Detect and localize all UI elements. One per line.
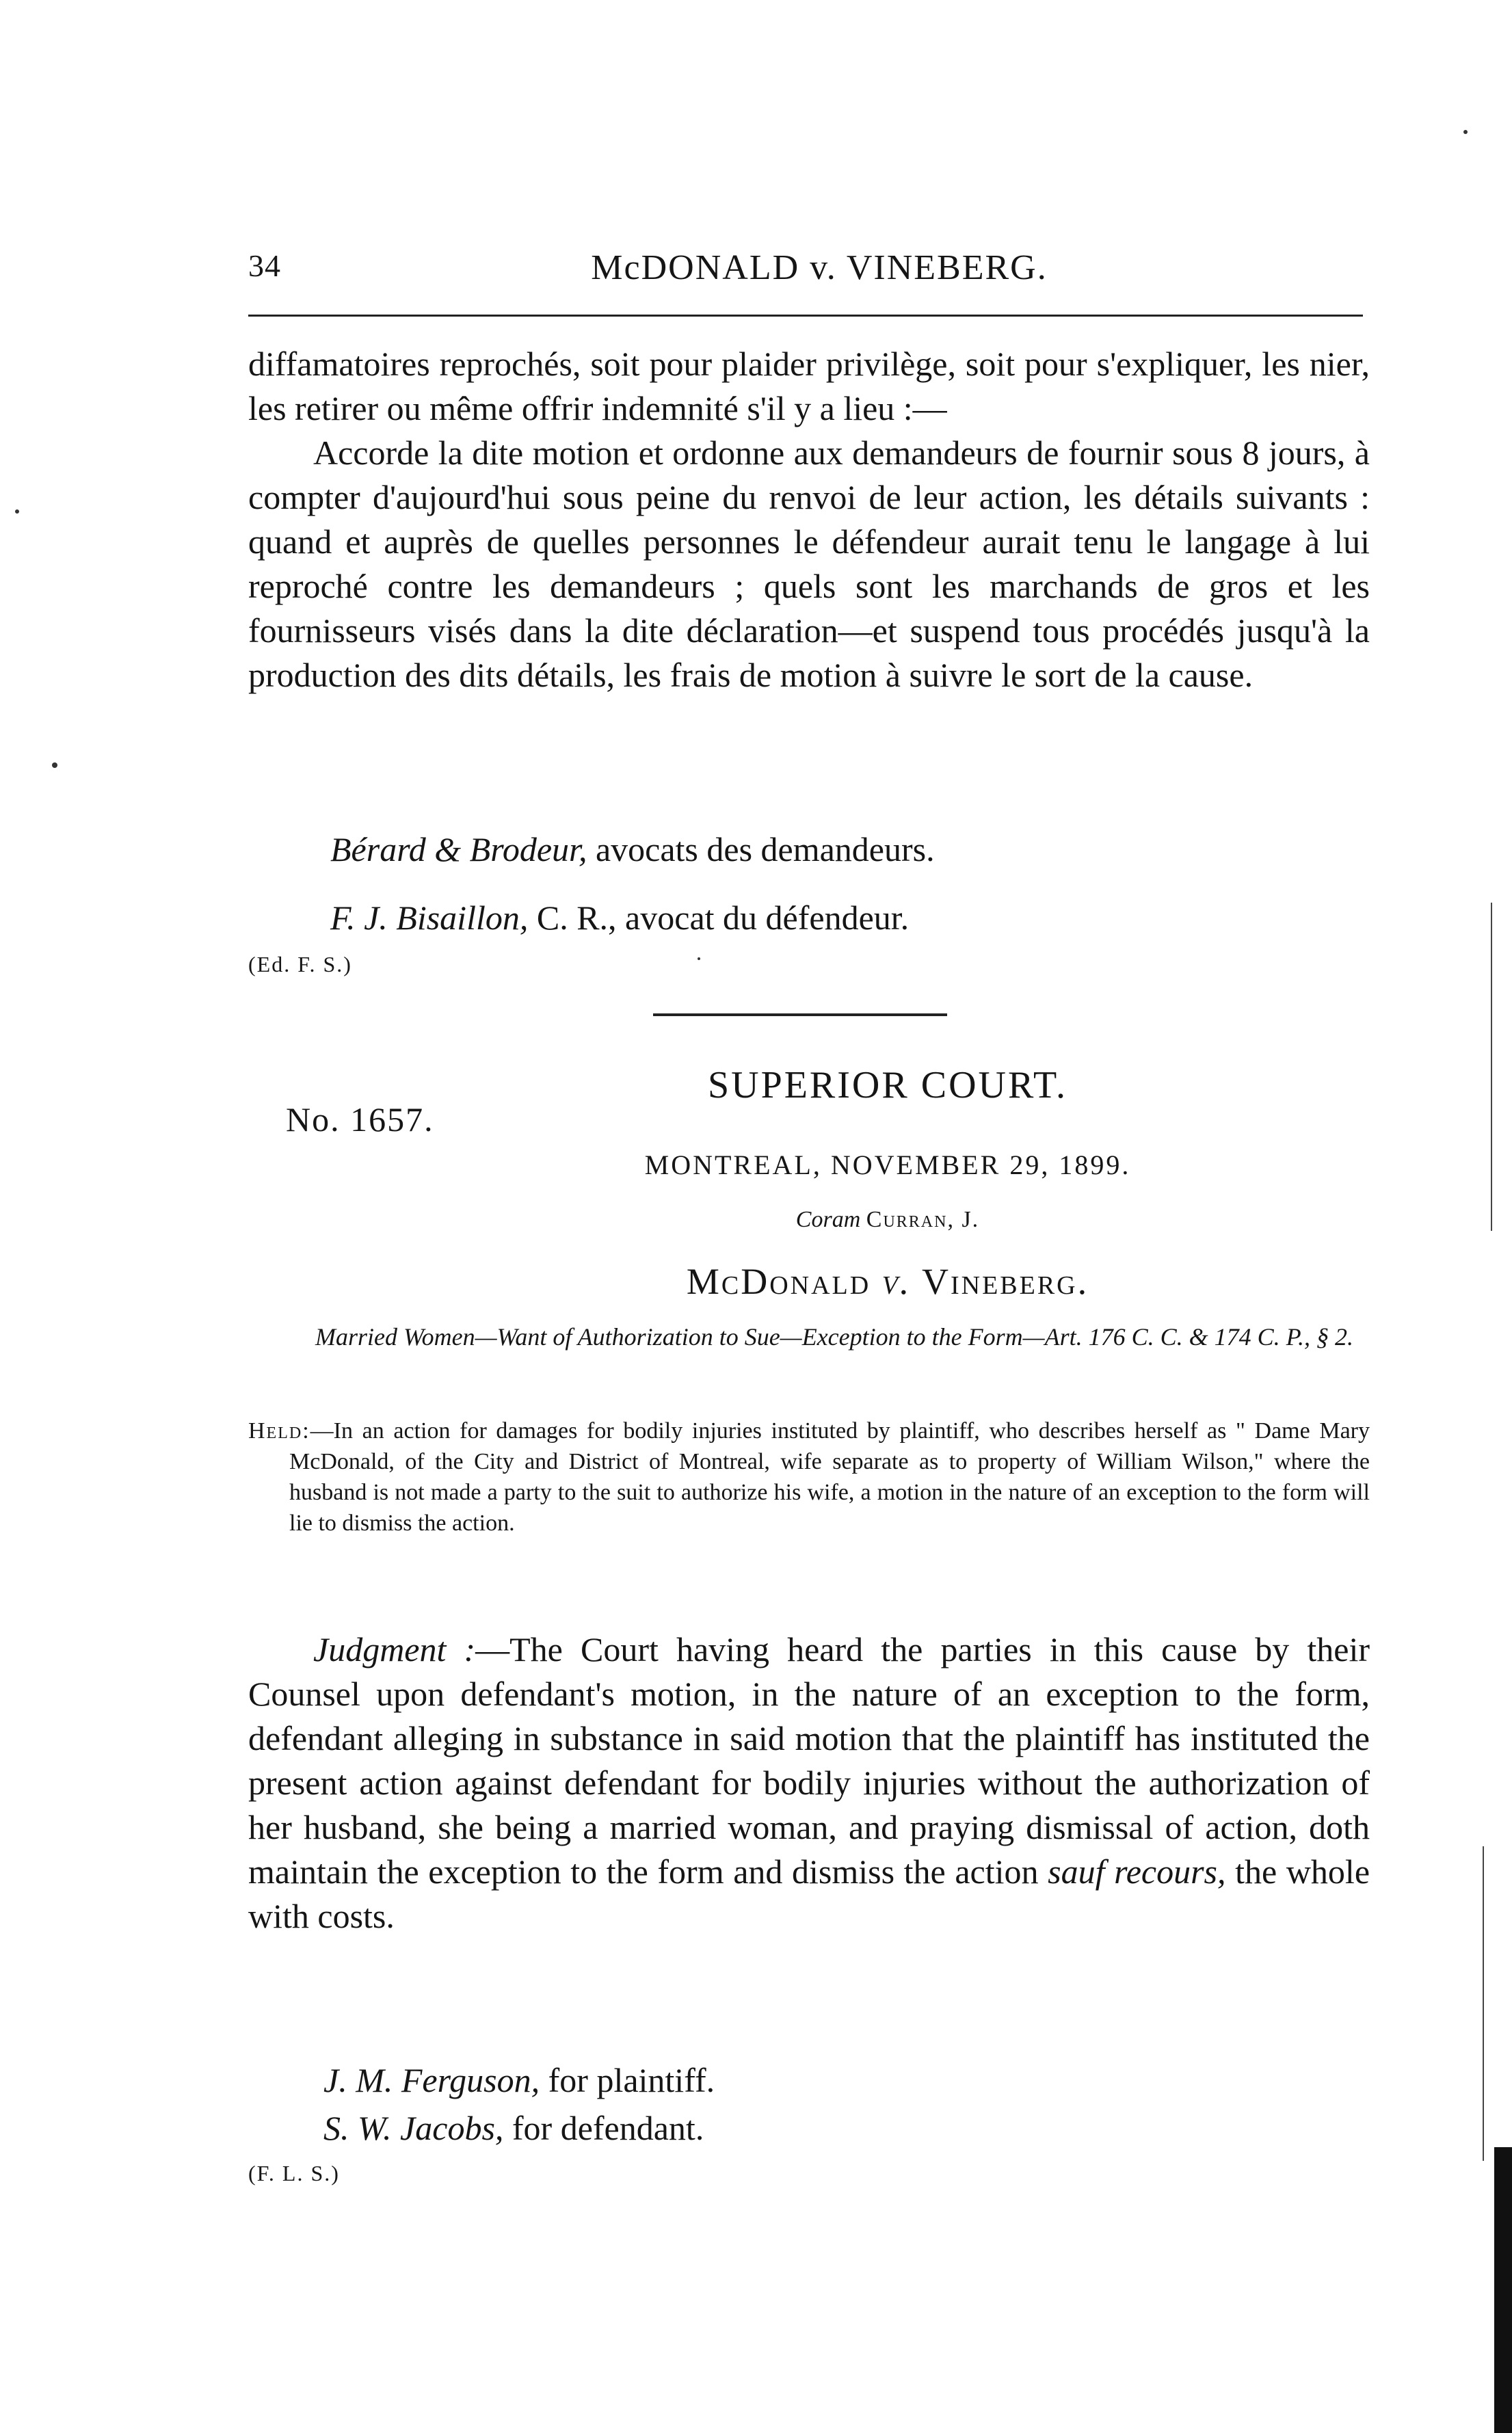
page-number: 34 [248, 248, 281, 283]
held-label: Held: [248, 1418, 310, 1444]
scan-speck [52, 762, 57, 768]
case-subject-headnote: Married Women—Want of Authorization to Sue—Exception to the Form—Art. 176 C. C. & 174 C. P., § 2. [315, 1323, 1353, 1351]
reporter-tag-case: (F. L. S.) [248, 2161, 340, 2185]
counsel-defendant-role: C. R., avocat du défendeur. [536, 899, 910, 937]
scan-edge-line-lower [1483, 1846, 1484, 2161]
counsel-plaintiffs-name: Bérard & Brodeur, [330, 830, 587, 868]
versus: v. [881, 1261, 912, 1302]
counsel-plaintiff-role: for plaintiff. [548, 2061, 715, 2099]
judgment-label: Judgment : [313, 1630, 476, 1668]
held-summary [248, 1415, 1370, 1539]
coram-label: Coram [795, 1207, 861, 1232]
counsel-plaintiffs-line [330, 827, 935, 872]
running-header [248, 248, 1363, 295]
judgment-text: —The Court having heard the parties in this cause by their Counsel upon defendant's motion, in the nature of an exception to the form, defendant alleging in substance in said motion that the plaintiff has instituted the present action against defendant for bodily injuries without the authorization of her husband, she being a married woman, and praying dismissal of action, doth maintain the exception to the form and dismiss the action [248, 1630, 1370, 1891]
defendant-name: Vineberg. [921, 1261, 1089, 1302]
scan-edge-dark-strip [1494, 2147, 1512, 2433]
counsel-defendant-line [330, 896, 909, 940]
held-text: —In an action for damages for bodily injuries instituted by plaintiff, who describes herself as " Dame Mary McDonald, of the City and District of Montreal, wife separate as to property of William Wilson," where the husband is not made a party to the suit to authorize his wife, a motion in the nature of an exception to the form will lie to dismiss the action. [289, 1418, 1370, 1536]
court-name: SUPERIOR COURT. [707, 1064, 1067, 1106]
scan-speck [698, 957, 700, 960]
scan-speck [15, 509, 19, 514]
judgment-end: the whole with costs. [248, 1852, 1370, 1935]
running-title: McDONALD v. VINEBERG. [591, 248, 1048, 287]
counsel-plaintiff-line [323, 2058, 715, 2103]
case-number: No. 1657. [286, 1100, 434, 1139]
counsel-defendant-name: F. J. Bisaillon, [330, 899, 529, 937]
case-dateline: MONTREAL, NOVEMBER 29, 1899. [644, 1149, 1131, 1180]
counsel-defendant-line-2 [323, 2106, 704, 2151]
counsel-plaintiffs-role: avocats des demandeurs. [595, 830, 935, 868]
continued-paragraph [248, 342, 1370, 431]
judgment-paragraph [248, 1627, 1370, 1939]
order-paragraph [248, 431, 1370, 697]
judgment-italic-phrase: sauf recours, [1048, 1852, 1226, 1891]
continued-paragraph-text: diffamatoires reprochés, soit pour plaider privilège, soit pour s'expliquer, les nier, les retirer ou même offrir indemnité s'il y a lieu :— [248, 345, 1370, 427]
coram-judge: Curran, J. [866, 1207, 980, 1232]
order-paragraph-text: Accorde la dite motion et ordonne aux demandeurs de fournir sous 8 jours, à compter d'aujourd'hui sous peine du renvoi de leur action, les détails suivants : quand et auprès de quelles personnes le défendeur aurait tenu le langage à lui reproché contre les demandeurs ; quels sont les marchands de gros et les fournisseurs visés dans la dite déclaration—et suspend tous procédés jusqu'à la production des dits détails, les frais de motion à suivre le sort de la cause. [248, 434, 1370, 694]
coram-line [248, 1207, 1370, 1233]
counsel-plaintiff-name: J. M. Ferguson, [323, 2061, 540, 2099]
plaintiff-name: McDonald [686, 1261, 871, 1302]
case-title [248, 1260, 1370, 1303]
section-divider [653, 1013, 947, 1016]
scan-speck [1463, 130, 1468, 134]
counsel-defendant-name-2: S. W. Jacobs, [323, 2109, 504, 2147]
counsel-defendant-role-2: for defendant. [512, 2109, 704, 2147]
scan-edge-line [1491, 903, 1492, 1231]
header-rule [248, 315, 1363, 317]
reporter-tag-previous: (Ed. F. S.) [248, 952, 352, 976]
